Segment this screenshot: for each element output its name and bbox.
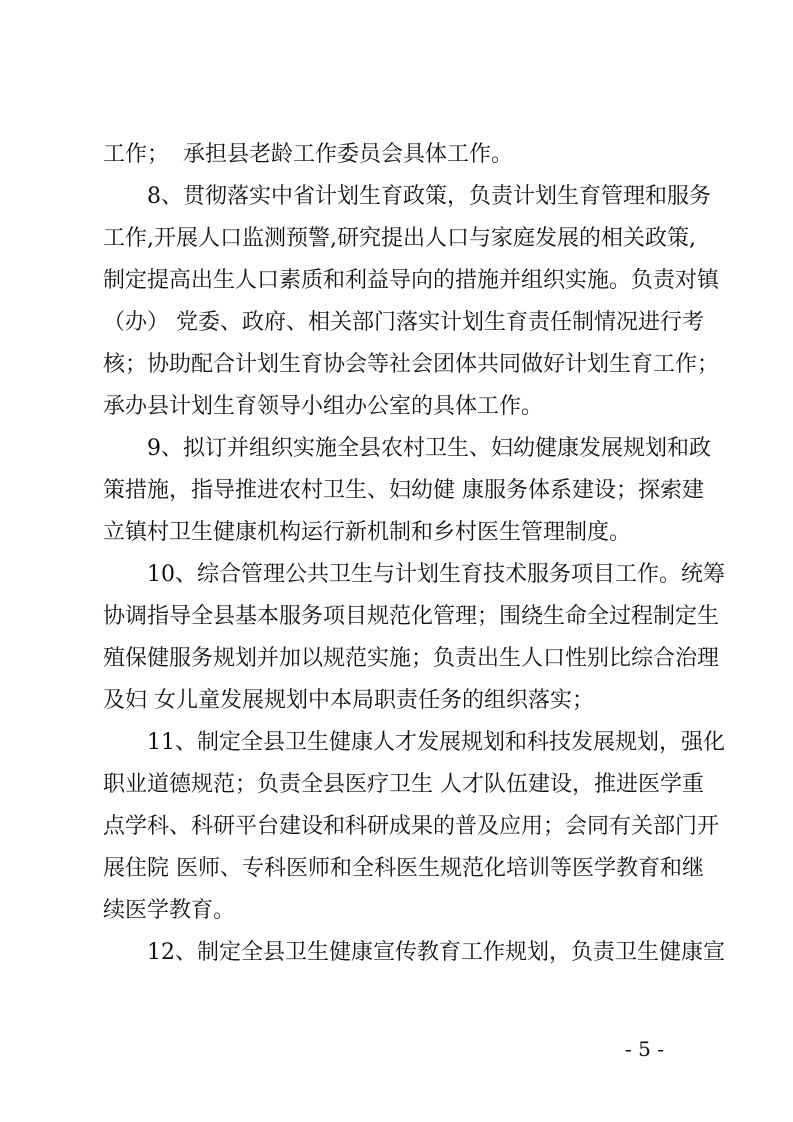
page-number: - 5 - xyxy=(625,1037,664,1061)
text-line: 续医学教育。 xyxy=(103,898,236,923)
text-line: 协调指导全县基本服务项目规范化管理；围绕生命全过程制定生 xyxy=(103,604,720,629)
text-line: 立镇村卫生健康机构运行新机制和乡村医生管理制度。 xyxy=(103,520,632,545)
paragraph-first-line: 12、制定全县卫生健康宣传教育工作规划，负责卫生健康宣 xyxy=(147,940,725,965)
text-line: 殖保健服务规划并加以规范实施；负责出生人口性别比综合治理 xyxy=(103,646,720,671)
text-line: 工作； 承担县老龄工作委员会具体工作。 xyxy=(103,142,513,167)
paragraph-first-line: 10、综合管理公共卫生与计划生育技术服务项目工作。统筹 xyxy=(147,562,725,587)
text-line: 制定提高出生人口素质和利益导向的措施并组织实施。负责对镇 xyxy=(103,268,720,293)
text-line: 展住院 医师、专科医师和全科医生规范化培训等医学教育和继 xyxy=(103,856,704,881)
text-line: 工作,开展人口监测预警,研究提出人口与家庭发展的相关政策, xyxy=(103,226,696,251)
text-line: 承办县计划生育领导小组办公室的具体工作。 xyxy=(103,394,544,419)
text-line: 职业道德规范；负责全县医疗卫生 人才队伍建设，推进医学重 xyxy=(103,772,704,797)
paragraph-first-line: 8、贯彻落实中省计划生育政策，负责计划生育管理和服务 xyxy=(147,184,711,209)
paragraph-first-line: 11、制定全县卫生健康人才发展规划和科技发展规划，强化 xyxy=(147,730,725,755)
text-line: 及妇 女儿童发展规划中本局职责任务的组织落实； xyxy=(103,688,594,713)
text-line: 核；协助配合计划生育协会等社会团体共同做好计划生育工作； xyxy=(103,352,720,377)
text-line: 策措施，指导推进农村卫生、妇幼健 康服务体系建设；探索建 xyxy=(103,478,704,503)
text-line: 点学科、科研平台建设和科研成果的普及应用；会同有关部门开 xyxy=(103,814,720,839)
text-line: （办） 党委、政府、相关部门落实计划生育责任制情况进行考 xyxy=(103,310,704,335)
paragraph-first-line: 9、拟订并组织实施全县农村卫生、妇幼健康发展规划和政 xyxy=(147,436,711,461)
